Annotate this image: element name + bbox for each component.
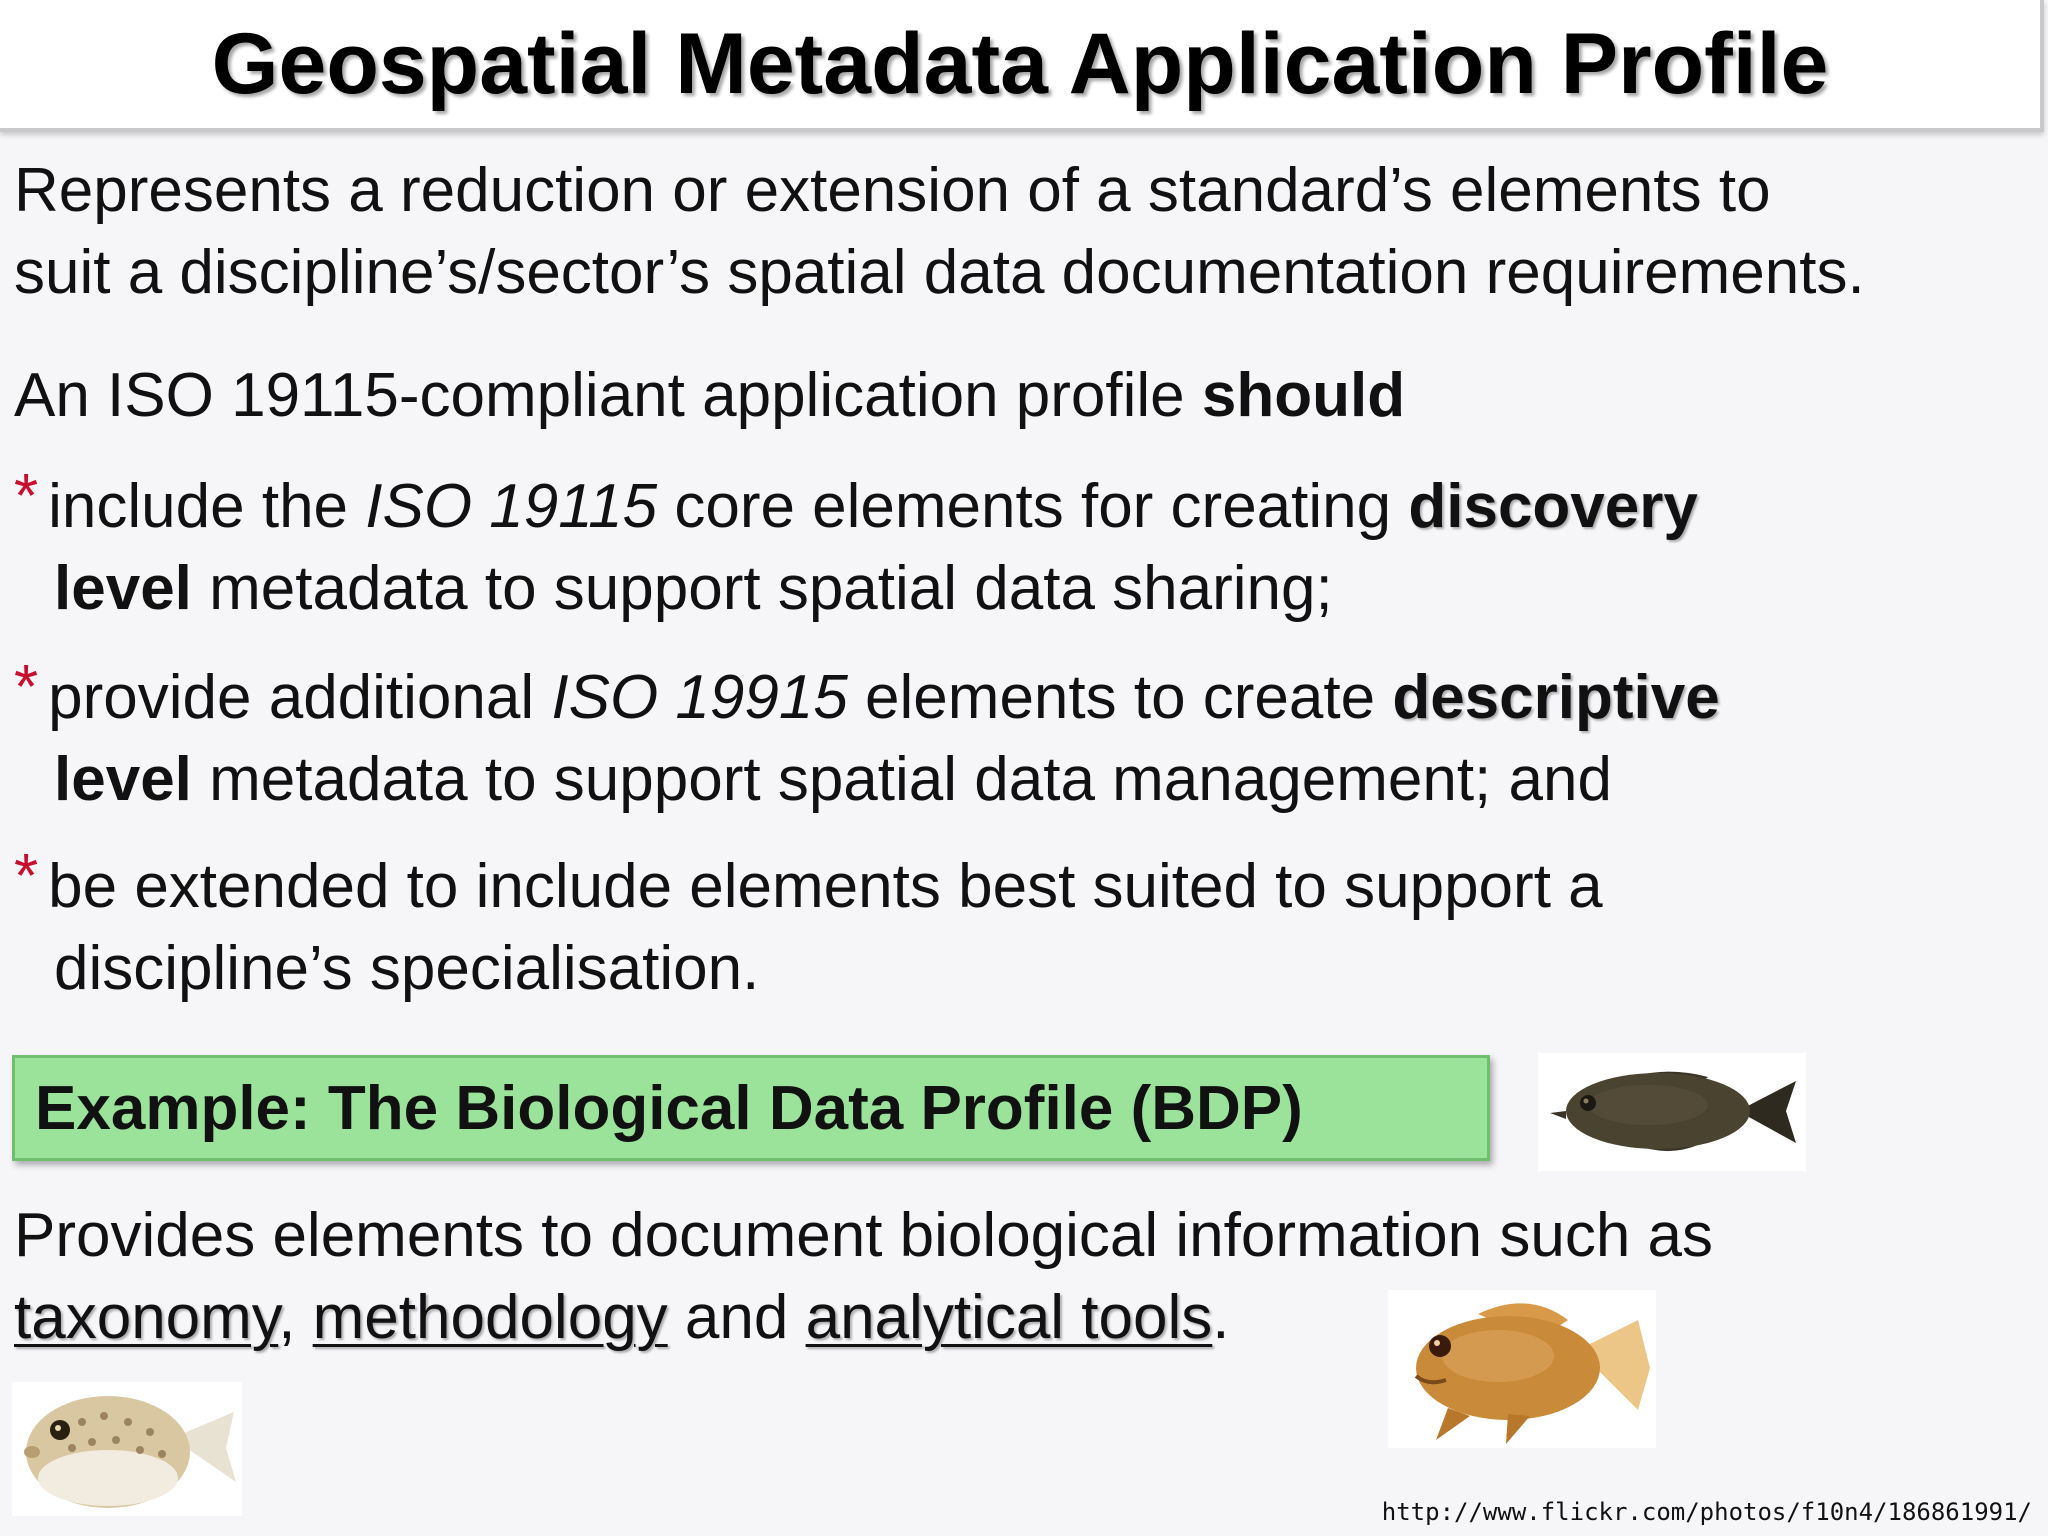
intro-paragraph (14, 150, 1865, 314)
separator-text: , (278, 1283, 313, 1352)
compliance-emphasis: should (1201, 361, 1406, 430)
bullet-text: metadata to support spatial data sharing; (191, 554, 1333, 623)
frogfish-icon (1388, 1290, 1656, 1448)
bullet-text: discipline’s specialisation. (54, 934, 760, 1003)
example-label: Example: The Biological Data Profile (BDP) (35, 1073, 1303, 1143)
bullet-marker: * (14, 462, 39, 531)
bullet-italic-text: ISO 19115 (365, 472, 658, 541)
bdp-line-1: Provides elements to document biological information such as (14, 1201, 1714, 1270)
methodology-link[interactable]: methodology (312, 1283, 668, 1352)
source-url[interactable]: http://www.flickr.com/photos/f10n4/186861991/ (1381, 1498, 2032, 1526)
sentence-end: . (1212, 1283, 1230, 1352)
bullet-marker: * (14, 842, 39, 911)
damselfish-photo (1538, 1053, 1806, 1171)
bullet-highlight: discovery (1408, 472, 1698, 541)
bullet-marker: * (14, 653, 39, 722)
bullet-text: core elements for creating (657, 472, 1409, 541)
bullet-text: elements to create (847, 663, 1393, 732)
bullet-text: include the (48, 472, 366, 541)
bullet-text: be extended to include elements best suited to support a (48, 852, 1603, 921)
compliance-prefix: An ISO 19115-compliant application profile (14, 361, 1202, 430)
bullet-highlight: descriptive (1392, 663, 1720, 732)
frogfish-photo (1388, 1290, 1656, 1448)
taxonomy-link[interactable]: taxonomy (14, 1283, 279, 1352)
pufferfish-icon (12, 1382, 242, 1516)
separator-text: and (667, 1283, 806, 1352)
intro-line-2: suit a discipline’s/sector’s spatial data documentation requirements. (14, 238, 1865, 307)
slide-title: Geospatial Metadata Application Profile (211, 15, 1829, 112)
bullet-text: metadata to support spatial data management; and (191, 745, 1612, 814)
bullet-item-2 (14, 653, 1914, 821)
bullet-item-3 (14, 842, 1914, 1010)
compliance-statement (14, 355, 1405, 437)
example-box (12, 1055, 1490, 1161)
damselfish-icon (1538, 1053, 1806, 1171)
title-bar (0, 0, 2044, 132)
bullet-item-1 (14, 462, 1914, 630)
bullet-bold-text: level (54, 745, 192, 814)
bullet-bold-text: level (54, 554, 192, 623)
analytical-tools-link[interactable]: analytical tools (805, 1283, 1213, 1352)
intro-line-1: Represents a reduction or extension of a standard’s elements to (14, 156, 1771, 225)
pufferfish-photo (12, 1382, 242, 1516)
bullet-text: provide additional (48, 663, 552, 732)
bullet-italic-text: ISO 19915 (551, 663, 848, 732)
